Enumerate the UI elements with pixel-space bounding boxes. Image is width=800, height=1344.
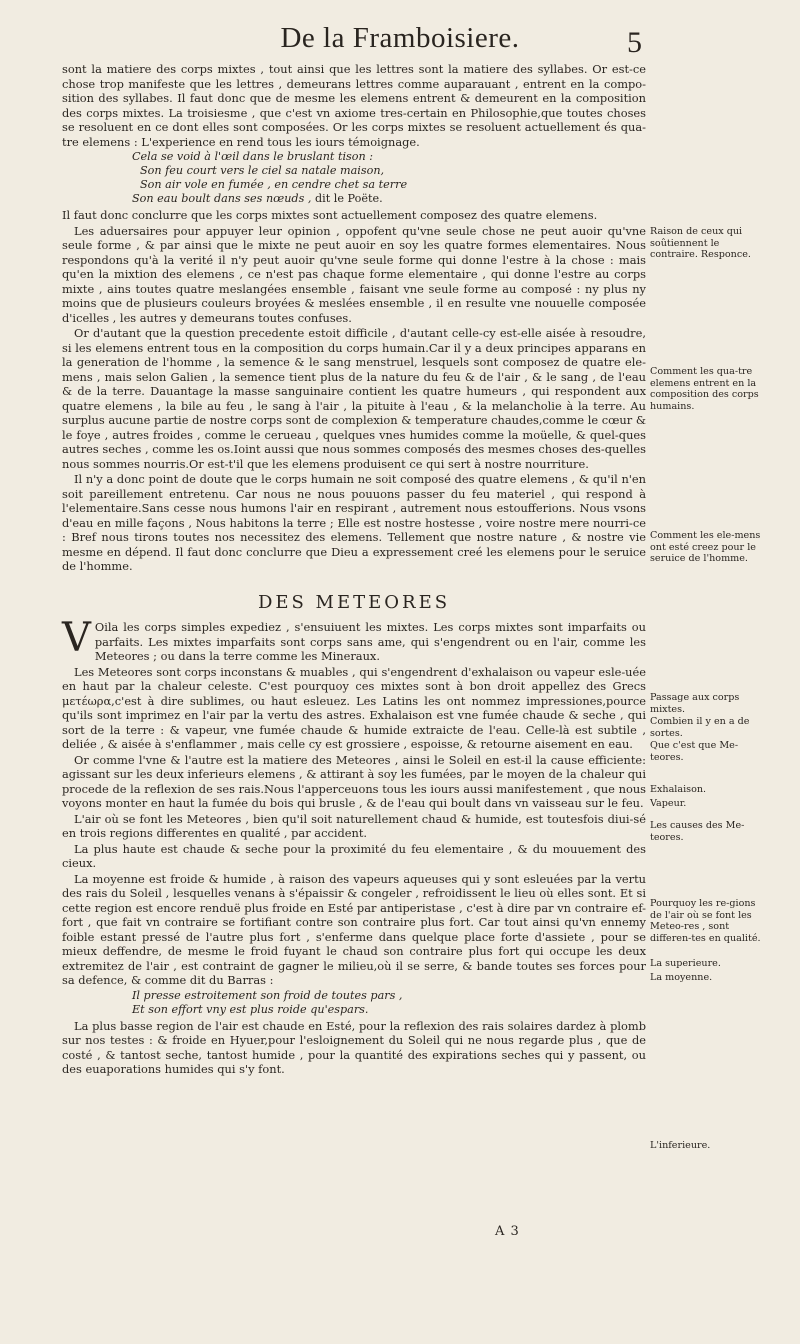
paragraph: La plus haute est chaude & seche pour la proximité du feu elementaire , & du mouuement des cieux.	[62, 841, 646, 870]
margin-note: Passage aux corps mixtes.	[650, 692, 740, 715]
paragraph: Or comme l'vne & l'autre est la matiere des Meteores , ainsi le Soleil en est-il la cause efficiente: agissant sur les deux inferieurs elemens , & attirant à soy les fumées, par le moyen de la chaleur qui procede de la reflexion de ses rais.Nous l'apperceuons tous les iours aussi manifestement , que nous voyons monter en haut la fumée du bois qui brusle , & de l'eau qui boult dans vn vaisseau sur le feu.	[62, 752, 646, 810]
margin-note: Comment les ele-mens ont esté creez pour le seruice de l'homme.	[650, 530, 761, 564]
margin-note: Pourquoy les re-gions de l'air où se font les Meteo-res , sont differen-tes en qualité.	[650, 898, 761, 944]
verse-line-with-attribution	[132, 192, 646, 206]
running-title: De la Framboisiere.	[280, 22, 520, 54]
margin-note: Comment les qua-tre elemens entrent en la composition des corps humains.	[650, 366, 759, 412]
verse-line: Il presse estroitement son froid de toutes pars ,	[132, 988, 403, 1002]
paragraph: Il faut donc conclurre que les corps mixtes sont actuellement composez des quatre elemens.	[62, 208, 598, 222]
page-number: 5	[627, 26, 642, 59]
section-title: DES METEORES	[257, 591, 451, 613]
paragraph: La moyenne est froide & humide , à raison des vapeurs aqueuses qui y sont esleuées par la vertu des rais du Soleil , lesquelles venans à s'épaissir & congeler , refroidissent le lieu où elles sont. Et si cette region est encore renduë plus froide en Esté par antiperistase , c'est à dire par vn contraire ef-fort , que fait vn contraire se fortifiant contre son contraire plus fort. Car tout ainsi qu'vn ennemy foible estant pressé de l'autre plus fort , s'enferme dans quelque place forte d'assiete , pour se mieux deffendre, de mesme le froid fuyant le chaud son contraire plus fort qui occupe les deux extremitez de l'air , est contraint de gagner le milieu,où il se serre, & bande toutes ses forces pour sa defence, & comme dit du Barras :	[62, 871, 646, 987]
margin-note: La moyenne.	[650, 972, 713, 983]
paragraph: La plus basse region de l'air est chaude en Esté, pour la reflexion des rais solaires dardez à plomb sur nos testes : & froide en Hyuer,pour l'esloignement du Soleil qui ne nous regarde plus , que de costé , & tantost seche, tantost humide , pour la quantité des expirations seches qui y passent, ou des euaporations humides qui s'y font.	[62, 1018, 646, 1076]
main-text	[62, 62, 646, 1078]
paragraph: Il n'y a donc point de doute que le corps humain ne soit composé des quatre elemens , & qu'il n'en soit pareillement entretenu. Car nous ne nous pouuons passer du feu materiel , qui respond à l'elementaire.Sans cesse nous humons l'air en respirant , autrement nous estoufferions. Nous vsons d'eau en mille façons , Nous habitons la terre ; Elle est nostre hostesse , voire nostre mere nourri-ce : Bref nous tirons toutes nos necessitez des elemens. Tellement que nostre nature , & nostre vie mesme en dépend. Il faut donc conclurre que Dieu a expressement creé les elemens pour le seruice de l'homme.	[62, 472, 646, 573]
margin-note: Les causes des Me-teores.	[650, 820, 745, 843]
verse-quote	[132, 150, 646, 206]
paragraph: sont la matiere des corps mixtes , tout ainsi que les lettres sont la matiere des syllabes. Or est-ce chose trop manifeste que les lettres , demeurans lettres comme auparauant , entrent en la compo-sition des syllabes. Il faut donc que de mesme les elemens entrent & demeurent en la composition des corps mixtes. La troisiesme , que c'est vn axiome tres-certain en Philosophie,que toutes choses se resoluent en ce dont elles sont composées. Or les corps mixtes se resoluent actuellement és qua-tre elemens : L'experience en rend tous les iours témoignage.	[62, 62, 646, 149]
verse-attribution: dit le Poëte.	[311, 192, 383, 205]
page-header	[0, 14, 800, 66]
verse-quote	[132, 989, 646, 1017]
verse-line: Son air vole en fumée , en cendre chet sa terre	[140, 178, 408, 191]
verse-line: Son eau boult dans ses nœuds ,	[132, 192, 312, 205]
paragraph: Les Meteores sont corps inconstans & muables , qui s'engendrent d'exhalaison ou vapeur esle-uée en haut par la chaleur celeste. C'est pourquoy ces mixtes sont à bon droit appellez des Grecs μετέωρα,c'est à dire sublimes, ou haut esleuez. Les Latins les ont nommez impressiones,pource qu'ils sont imprimez en l'air par la vertu des astres. Exhalaison est vne fumée chaude & seche , qui sort de la terre : & vapeur, vne fumée chaude & humide extraicte de l'eau. Celle-là est subtile , deliée , & aisée à s'enflammer , mais celle cy est grossiere , espoisse, & retourne aisement en eau.	[62, 664, 646, 751]
margin-note: Vapeur.	[650, 798, 687, 809]
verse-line: Cela se void à l'œil dans le bruslant tison :	[132, 150, 374, 163]
margin-note: La superieure.	[650, 958, 721, 969]
margin-note: Exhalaison.	[650, 784, 707, 795]
paragraph-text: Oila les corps simples expediez , s'ensuiuent les mixtes. Les corps mixtes sont imparfaits ou parfaits. Les mixtes imparfaits sont corps sans ame, qui s'engendrent ou en l'air, comme les Meteores ; ou dans la terre comme les Mineraux.	[94, 620, 646, 663]
verse-line: Son feu court vers le ciel sa natale maison,	[140, 164, 385, 177]
verse-line: Et son effort vny est plus roide qu'espars.	[132, 1002, 369, 1016]
margin-note: Raison de ceux qui soûtiennent le contraire. Responce.	[650, 226, 751, 260]
paragraph: L'air où se font les Meteores , bien qu'il soit naturellement chaud & humide, est toutesfois diui-sé en trois regions differentes en qualité , par accident.	[62, 811, 646, 840]
margin-note: L'inferieure.	[650, 1140, 711, 1151]
paragraph: Les aduersaires pour appuyer leur opinion , oppofent qu'vne seule chose ne peut auoir qu'vne seule forme , & par ainsi que le mixte ne peut auoir en soy les quatre formes elementaires. Nous respondons qu'à la verité il n'y peut auoir qu'vne seule forme qui donne l'estre à la chose : mais qu'en la mixtion des elemens , ce n'est pas chaque forme elementaire , qui donne l'estre au corps mixte , ains toutes quatre meslangées ensemble , faisant vne seule forme au composé : ny plus ny moins que de plusieurs couleurs broyées & meslées ensemble , il en resulte vne nouuelle composée d'icelles , les autres y demeurans toutes confuses.	[62, 223, 646, 325]
drop-cap: V	[62, 615, 91, 661]
paragraph	[62, 615, 646, 664]
signature-mark: A 3	[495, 1224, 520, 1239]
margin-note: Que c'est que Me-teores.	[650, 740, 739, 763]
margin-note: Combien il y en a de sortes.	[650, 716, 750, 739]
paragraph: Or d'autant que la question precedente estoit difficile , d'autant celle-cy est-elle aisée à resoudre, si les elemens entrent tous en la composition du corps humain.Car il y a deux principes apparans en la generation de l'homme , la semence & le sang menstruel, lesquels sont composez de quatre ele-mens , mais selon Galien , la semence tient plus de la nature du feu & de l'air , & le sang , de l'eau & de la terre. Dauantage la masse sanguinaire contient les quatre humeurs , qui respondent aux quatre elemens , la bile au feu , le sang à l'air , la pituite à l'eau , & la melancholie à la terre. Au surplus aucune partie de nostre corps sont de complexion & temperature chaudes,comme le cœur & le foye , autres froides , comme le cerueau , quelques vnes humides comme la moüelle, & quel-ques autres seches , comme les os.Ioint aussi que nous sommes composés des mesmes choses des-quelles nous sommes nourris.Or est-t'il que les elemens produisent ce qui sert à nostre nourriture.	[62, 326, 646, 471]
